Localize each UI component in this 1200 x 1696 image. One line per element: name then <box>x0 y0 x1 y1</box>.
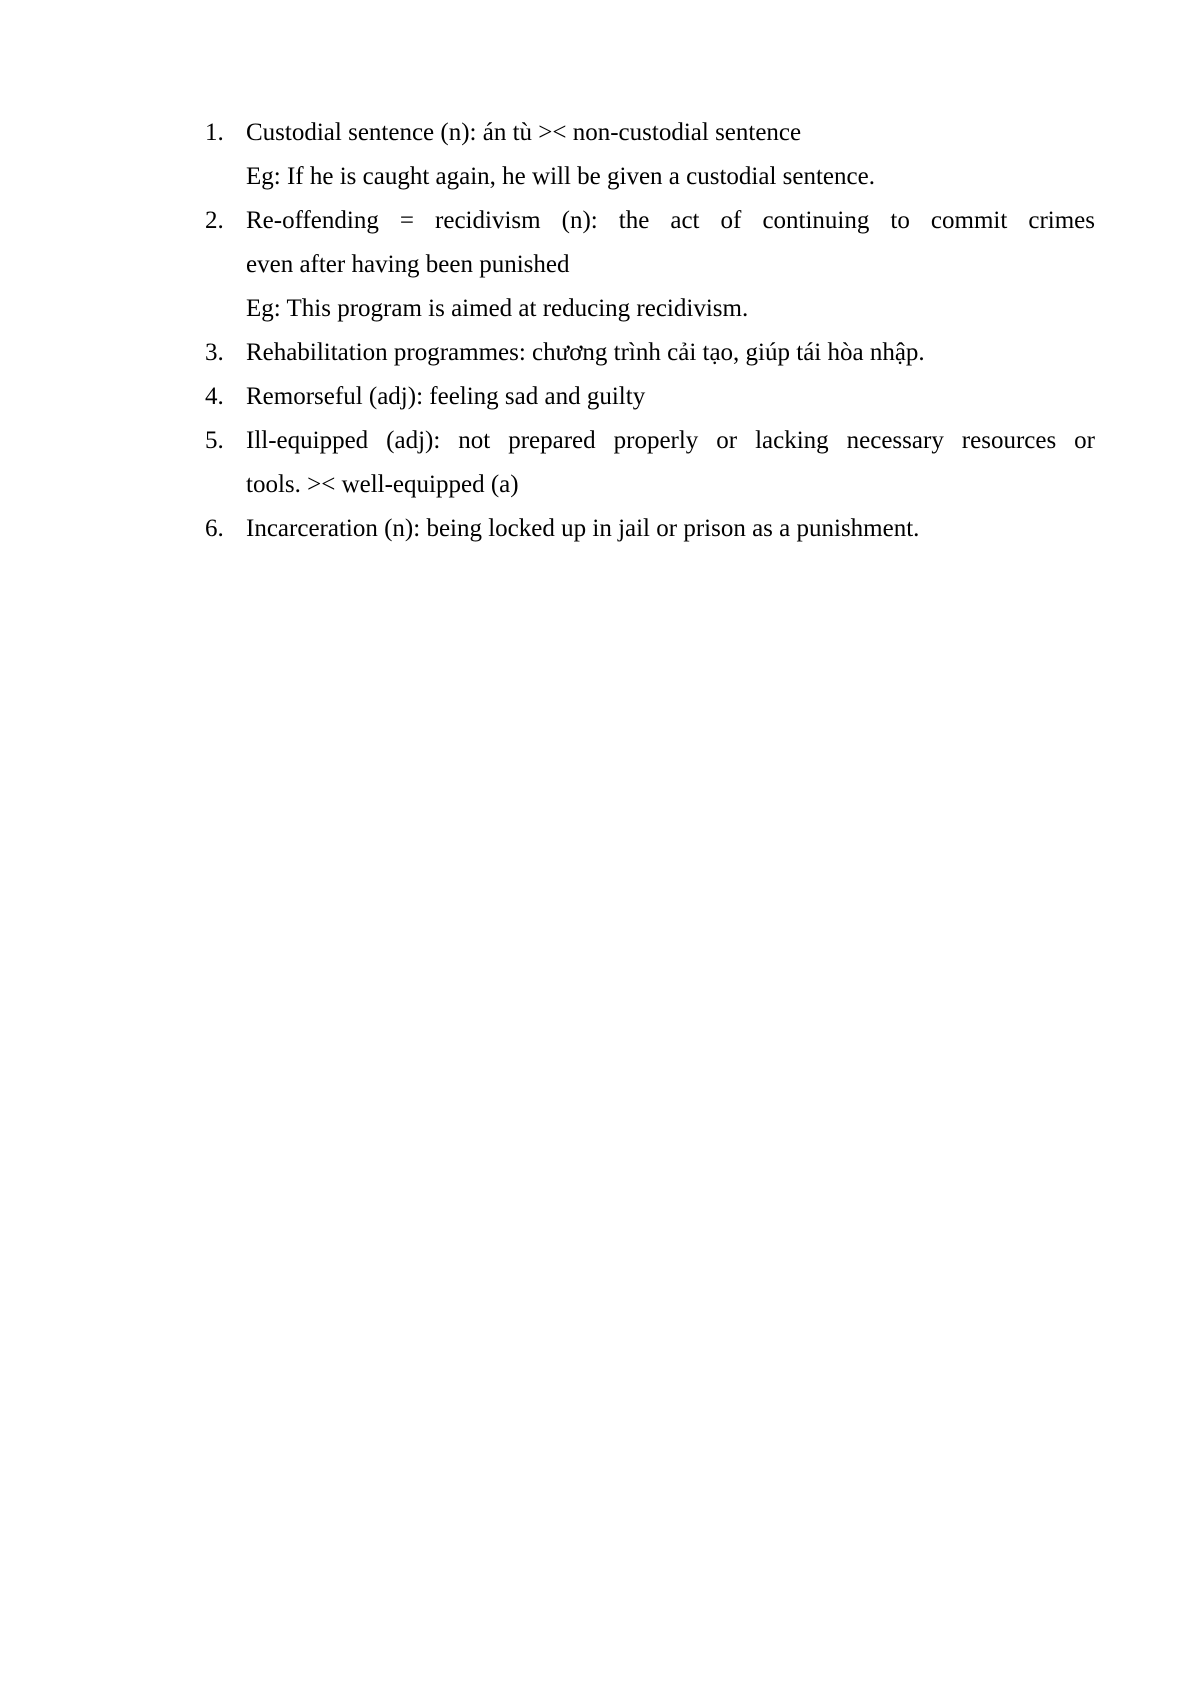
list-item-1 <box>205 111 1095 199</box>
item-number: 4. <box>205 383 224 410</box>
item-example: Eg: If he is caught again, he will be given a custodial sentence. <box>246 163 875 190</box>
item-definition-line-1: Re-offending = recidivism (n): the act of continuing to commit crimes <box>246 207 1095 234</box>
item-number: 5. <box>205 427 224 454</box>
item-definition: Rehabilitation programmes: chương trình cải tạo, giúp tái hòa nhập. <box>246 339 925 366</box>
item-number: 2. <box>205 207 224 234</box>
vocabulary-list <box>205 111 1095 551</box>
list-item-2 <box>205 199 1095 331</box>
item-example: Eg: This program is aimed at reducing recidivism. <box>246 295 749 322</box>
list-item-5 <box>205 419 1095 507</box>
item-definition: Custodial sentence (n): án tù >< non-custodial sentence <box>246 119 802 146</box>
item-number: 6. <box>205 515 224 542</box>
item-definition-line-1: Ill-equipped (adj): not prepared properly or lacking necessary resources or <box>246 427 1095 454</box>
item-number: 3. <box>205 339 224 366</box>
item-definition: Remorseful (adj): feeling sad and guilty <box>246 383 646 410</box>
item-number: 1. <box>205 119 224 146</box>
item-definition-line-2: even after having been punished <box>246 251 570 278</box>
list-item-6 <box>205 507 1095 551</box>
list-item-4 <box>205 375 1095 419</box>
item-definition-line-2: tools. >< well-equipped (a) <box>246 471 519 498</box>
item-definition: Incarceration (n): being locked up in jail or prison as a punishment. <box>246 515 920 542</box>
list-item-3 <box>205 331 1095 375</box>
